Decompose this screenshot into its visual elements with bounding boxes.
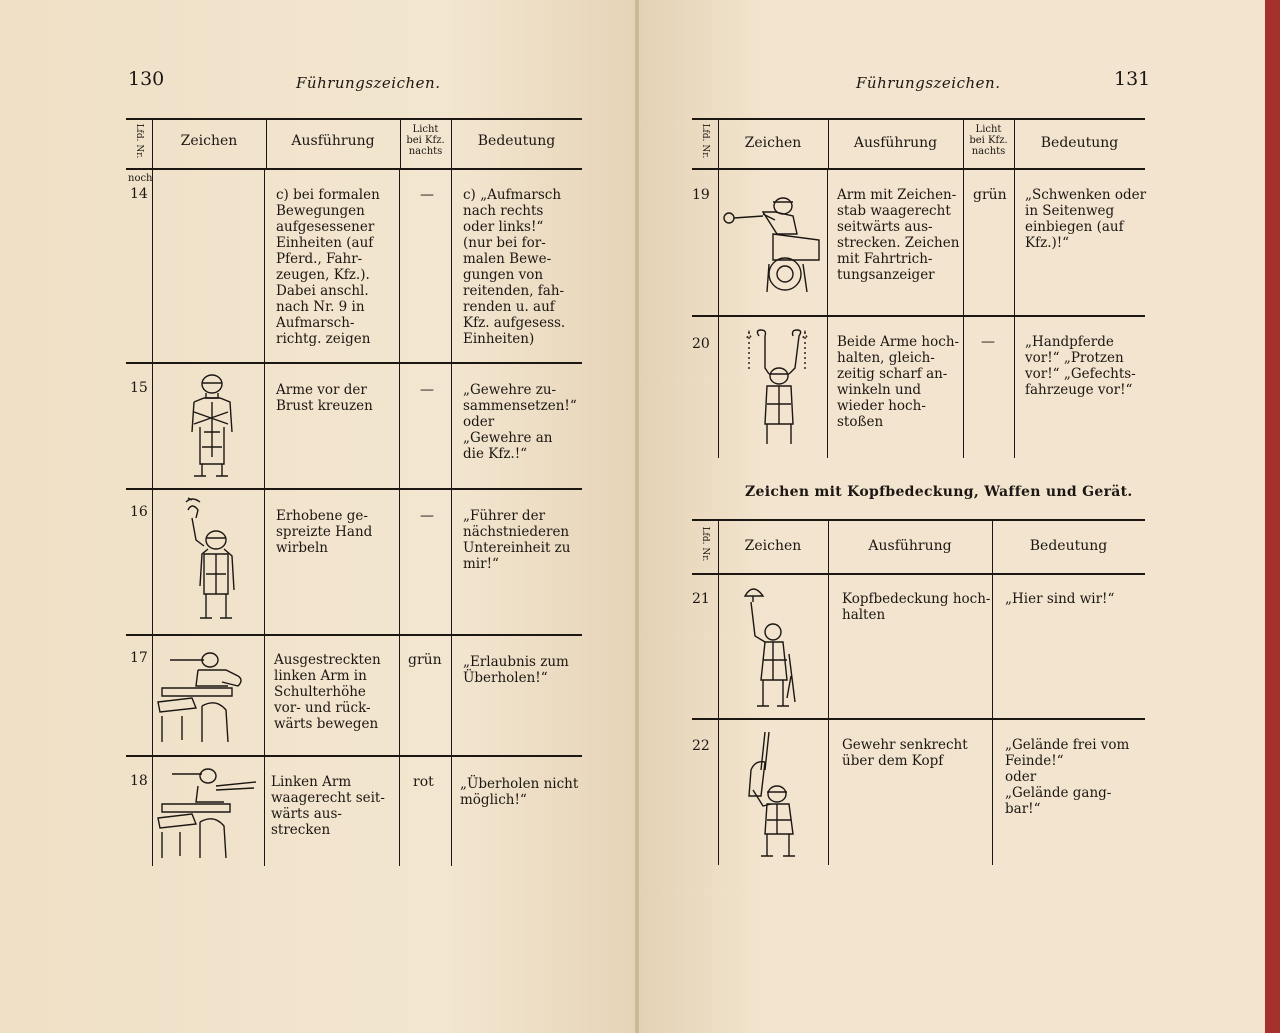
soldier-arm-sideways-icon bbox=[152, 764, 262, 860]
row-licht: grün bbox=[973, 187, 1007, 203]
header-nr: Lfd. Nr. bbox=[700, 526, 710, 562]
row-rule bbox=[692, 718, 1145, 720]
soldier-signal-staff-icon bbox=[723, 184, 827, 298]
row-nr: 14 bbox=[130, 186, 148, 202]
row-licht: rot bbox=[413, 774, 434, 790]
right-running-head: Führungszeichen. bbox=[856, 74, 1001, 92]
row-ausfuehrung: Gewehr senkrecht über dem Kopf bbox=[842, 737, 968, 769]
soldier-helmet-raised-icon bbox=[743, 584, 803, 710]
row-ausfuehrung: Erhobene ge- spreizte Hand wirbeln bbox=[276, 508, 373, 556]
table-header-rule bbox=[692, 573, 1145, 575]
col-divider bbox=[718, 519, 719, 865]
left-page-number: 130 bbox=[128, 68, 165, 90]
row-bedeutung: „Gewehre zu- sammensetzen!“ oder „Gewehre an die Kfz.!“ bbox=[463, 382, 577, 462]
row-nr: 21 bbox=[692, 591, 710, 607]
table-header-rule bbox=[692, 168, 1145, 170]
row-nr: 17 bbox=[130, 650, 148, 666]
col-divider bbox=[399, 168, 400, 866]
row-ausfuehrung: c) bei formalen Bewegungen aufgesessener Einheiten (auf Pferd., Fahr- zeugen, Kfz.). Dabei anschl. nach Nr. 9 in Aufmarsch- richtg. zeigen bbox=[276, 187, 380, 347]
col-divider bbox=[264, 168, 265, 866]
row-ausfuehrung: Ausgestreckten linken Arm in Schulterhöhe vor- und rück- wärts bewegen bbox=[274, 652, 381, 732]
row-bedeutung: „Erlaubnis zum Überholen!“ bbox=[463, 654, 569, 686]
row-rule bbox=[126, 488, 582, 490]
row-nr: 22 bbox=[692, 738, 710, 754]
soldier-arm-forward-icon bbox=[152, 646, 256, 746]
header-bedeutung: Bedeutung bbox=[477, 133, 556, 149]
left-running-head: Führungszeichen. bbox=[296, 74, 441, 92]
table-top-rule bbox=[692, 519, 1145, 521]
right-page bbox=[639, 0, 1265, 1033]
soldier-both-arms-up-icon bbox=[739, 328, 815, 448]
table-top-rule bbox=[126, 118, 582, 120]
row-licht: — bbox=[420, 382, 434, 398]
header-ausfuehrung: Ausführung bbox=[291, 133, 375, 149]
col-divider bbox=[963, 168, 964, 458]
section-title: Zeichen mit Kopfbedeckung, Waffen und Gerät. bbox=[745, 484, 1133, 500]
header-nr: Lfd. Nr. bbox=[134, 123, 144, 159]
col-divider bbox=[718, 168, 719, 458]
row-nr: 15 bbox=[130, 380, 148, 396]
row-nr: 18 bbox=[130, 773, 148, 789]
left-page bbox=[0, 0, 637, 1033]
col-divider bbox=[992, 519, 993, 865]
col-divider bbox=[827, 168, 828, 458]
row-ausfuehrung: Arme vor der Brust kreuzen bbox=[276, 382, 373, 414]
row-bedeutung: „Führer der nächstniederen Untereinheit zu mir!“ bbox=[463, 508, 571, 572]
col-divider bbox=[828, 519, 829, 865]
header-bedeutung: Bedeutung bbox=[1029, 538, 1108, 554]
row-bedeutung: c) „Aufmarsch nach rechts oder links!“ (nur bei for- malen Bewe- gungen von reitenden, fah- renden u. auf Kfz. aufgesess. Einheiten) bbox=[463, 187, 566, 347]
header-ausfuehrung: Ausführung bbox=[868, 538, 952, 554]
row-ausfuehrung: Linken Arm waagerecht seit- wärts aus- strecken bbox=[271, 774, 385, 838]
row-licht: — bbox=[981, 334, 995, 350]
soldier-rifle-overhead-icon bbox=[743, 730, 803, 860]
col-divider bbox=[1014, 168, 1015, 458]
row-rule bbox=[126, 755, 582, 757]
row-ausfuehrung: Kopfbedeckung hoch- halten bbox=[842, 591, 991, 623]
right-page-number: 131 bbox=[1114, 68, 1151, 90]
header-zeichen: Zeichen bbox=[744, 135, 802, 151]
row-rule bbox=[692, 315, 1145, 317]
col-divider bbox=[152, 168, 153, 866]
table-top-rule bbox=[692, 118, 1145, 120]
header-licht: Licht bei Kfz. nachts bbox=[406, 124, 445, 157]
row-bedeutung: „Schwenken oder in Seitenweg einbiegen (auf Kfz.)!“ bbox=[1025, 187, 1147, 251]
row-rule bbox=[126, 362, 582, 364]
row-ausfuehrung: Arm mit Zeichen- stab waagerecht seitwärts aus- strecken. Zeichen mit Fahrtrich- tungsanzeiger bbox=[837, 187, 960, 283]
table-header-rule bbox=[126, 168, 582, 170]
row-licht: grün bbox=[408, 652, 442, 668]
header-licht: Licht bei Kfz. nachts bbox=[969, 124, 1008, 157]
book-cover-edge bbox=[1265, 0, 1280, 1033]
header-bedeutung: Bedeutung bbox=[1040, 135, 1119, 151]
col-divider bbox=[451, 168, 452, 866]
row-rule bbox=[126, 634, 582, 636]
row-bedeutung: „Gelände frei vom Feinde!“ oder „Gelände gang- bar!“ bbox=[1005, 737, 1130, 817]
row-licht: — bbox=[420, 508, 434, 524]
header-zeichen: Zeichen bbox=[180, 133, 238, 149]
row-bedeutung: „Handpferde vor!“ „Protzen vor!“ „Gefechts- fahrzeuge vor!“ bbox=[1025, 334, 1136, 398]
row-nr: 19 bbox=[692, 187, 710, 203]
row-nr: 20 bbox=[692, 336, 710, 352]
soldier-arms-crossed-icon bbox=[180, 372, 242, 478]
row-ausfuehrung: Beide Arme hoch- halten, gleich- zeitig scharf an- winkeln und wieder hoch- stoßen bbox=[837, 334, 960, 430]
soldier-hand-raised-icon bbox=[178, 494, 244, 622]
row-bedeutung: „Überholen nicht möglich!“ bbox=[460, 776, 579, 808]
header-ausfuehrung: Ausführung bbox=[853, 135, 938, 151]
row-nr: 16 bbox=[130, 504, 148, 520]
row-nr-prefix: noch bbox=[128, 173, 153, 184]
header-nr: Lfd. Nr. bbox=[700, 123, 710, 159]
row-bedeutung: „Hier sind wir!“ bbox=[1005, 591, 1115, 607]
row-licht: — bbox=[420, 187, 434, 203]
header-zeichen: Zeichen bbox=[744, 538, 802, 554]
